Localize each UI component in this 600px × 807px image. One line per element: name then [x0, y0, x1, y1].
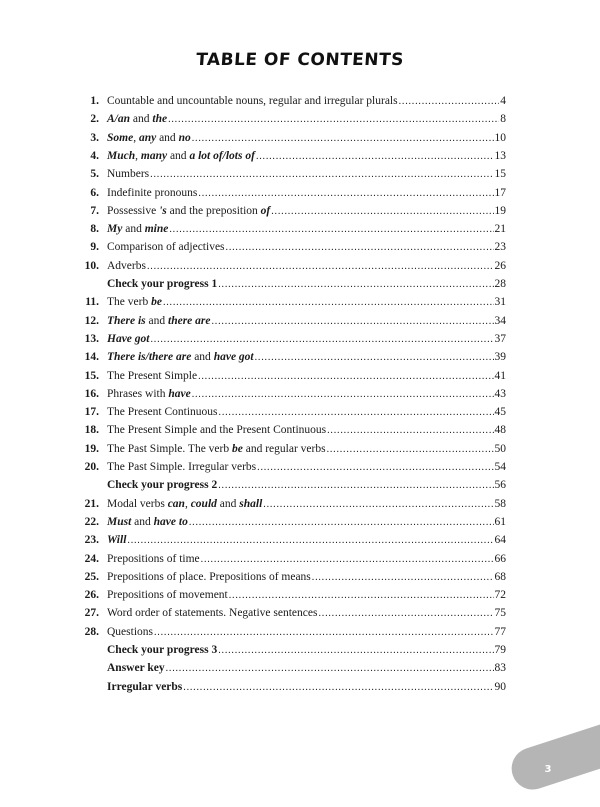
page-number: 3: [544, 764, 552, 775]
entry-page-number: 50: [494, 442, 506, 455]
entry-title: Prepositions of time: [107, 552, 200, 565]
entry-content: [107, 641, 506, 660]
entry-content: [107, 129, 506, 148]
entry-content: [107, 165, 506, 184]
entry-title: Adverbs: [107, 259, 146, 272]
toc-entry[interactable]: [0, 495, 600, 513]
entry-title: Modal verbs can, could and shall: [107, 497, 263, 510]
dot-leader: [147, 258, 494, 276]
entry-content: [107, 678, 506, 697]
entry-number: 15.: [84, 369, 99, 382]
entry-page-number: 43: [494, 387, 506, 400]
entry-page-number: 90: [494, 680, 506, 693]
entry-page-number: 83: [494, 662, 506, 675]
entry-number: 3.: [90, 131, 99, 144]
dot-leader: [183, 679, 493, 697]
toc-entry[interactable]: [0, 165, 600, 183]
entry-number: 6.: [90, 186, 99, 199]
entry-title: Questions: [107, 625, 153, 638]
toc-entry[interactable]: [0, 129, 600, 147]
entry-content: [107, 257, 506, 276]
toc-entry[interactable]: [0, 238, 600, 256]
entry-title: The Present Simple: [107, 369, 198, 382]
entry-number: 7.: [90, 204, 99, 217]
entry-page-number: 4: [500, 95, 506, 107]
dot-leader: [327, 441, 494, 459]
entry-content: [107, 330, 506, 349]
entry-number: 21.: [84, 497, 99, 510]
entry-title: The verb be: [107, 296, 162, 309]
toc-entry[interactable]: [0, 440, 600, 458]
entry-page-number: 8: [500, 113, 506, 126]
dot-leader: [312, 569, 494, 587]
entry-title: Will: [107, 534, 127, 547]
entry-page-number: 23: [494, 241, 506, 254]
toc-entry[interactable]: [0, 110, 600, 128]
toc-entry[interactable]: [0, 586, 600, 604]
entry-page-number: 15: [494, 168, 506, 181]
entry-content: [107, 220, 506, 239]
entry-content: [107, 312, 506, 331]
entry-number: 20.: [84, 461, 99, 473]
entry-title: Prepositions of movement: [107, 589, 228, 602]
entry-content: [107, 367, 506, 386]
entry-page-number: 58: [494, 497, 506, 510]
dot-leader: [212, 313, 494, 331]
dot-leader: [127, 532, 493, 550]
entry-title: The Present Simple and the Present Continuous: [107, 424, 327, 437]
entry-title: Possessive 's and the preposition of: [107, 204, 271, 217]
dot-leader: [218, 642, 493, 660]
entry-title: The Present Continuous: [107, 406, 218, 419]
dot-leader: [229, 587, 494, 605]
entry-content: [107, 623, 506, 642]
toc-entry[interactable]: [0, 550, 600, 568]
toc-entry[interactable]: [0, 476, 600, 494]
dot-leader: [318, 605, 493, 623]
dot-leader: [327, 422, 493, 440]
dot-leader: [201, 551, 494, 569]
dot-leader: [168, 111, 499, 129]
toc-entry[interactable]: [0, 678, 600, 696]
entry-content: [107, 348, 506, 367]
entry-content: [107, 513, 506, 532]
entry-number: 19.: [84, 442, 99, 455]
toc-entry[interactable]: [0, 421, 600, 439]
dot-leader: [163, 294, 494, 312]
entry-title: A/an and the: [107, 113, 168, 126]
toc-entry[interactable]: [0, 623, 600, 641]
toc-entry[interactable]: [0, 513, 600, 531]
toc-entry[interactable]: [0, 604, 600, 622]
dot-leader: [166, 660, 494, 678]
dot-leader: [198, 185, 493, 203]
entry-number: 5.: [90, 168, 99, 181]
entry-content: [107, 586, 506, 605]
dot-leader: [154, 624, 494, 642]
entry-title: Word order of statements. Negative sentences: [107, 607, 318, 620]
dot-leader: [263, 496, 493, 514]
entry-title: There is and there are: [107, 314, 211, 327]
entry-content: [107, 293, 506, 312]
toc-entry[interactable]: [0, 257, 600, 275]
dot-leader: [150, 166, 493, 184]
entry-content: [107, 202, 506, 221]
toc-entry[interactable]: [0, 220, 600, 238]
entry-title: Prepositions of place. Prepositions of means: [107, 570, 311, 583]
entry-title: There is/there are and have got: [107, 351, 254, 364]
entry-number: 24.: [84, 552, 99, 565]
toc-entry[interactable]: [0, 202, 600, 220]
entry-title: Much, many and a lot of/lots of: [107, 149, 255, 162]
entry-content: [107, 110, 506, 129]
dot-leader: [399, 93, 500, 111]
dot-leader: [192, 386, 494, 404]
entry-number: 18.: [84, 424, 99, 437]
entry-content: [107, 550, 506, 569]
toc-entry[interactable]: [0, 367, 600, 385]
entry-content: [107, 421, 506, 440]
entry-page-number: 28: [494, 278, 506, 290]
dot-leader: [198, 368, 493, 386]
page-tab: [506, 721, 600, 795]
entry-page-number: 34: [494, 314, 506, 327]
entry-number: 10.: [84, 259, 99, 272]
entry-number: 12.: [84, 314, 99, 327]
entry-number: 8.: [90, 223, 99, 236]
entry-number: 14.: [84, 351, 99, 364]
entry-content: [107, 147, 506, 166]
entry-number: 11.: [85, 296, 99, 309]
toc-entry[interactable]: [0, 184, 600, 202]
entry-number: 16.: [84, 387, 99, 400]
entry-page-number: 72: [494, 589, 506, 602]
toc-entry[interactable]: [0, 659, 600, 677]
entry-content: [107, 385, 506, 404]
entry-content: [107, 458, 506, 477]
entry-title: Check your progress 3: [107, 644, 218, 656]
entry-number: 13.: [84, 332, 99, 345]
dot-leader: [226, 239, 494, 257]
dot-leader: [257, 459, 493, 477]
toc-entry[interactable]: [0, 641, 600, 659]
entry-page-number: 31: [494, 296, 506, 309]
entry-page-number: 79: [494, 644, 506, 656]
entry-number: 22.: [84, 515, 99, 528]
entry-page-number: 41: [494, 369, 506, 382]
entry-page-number: 54: [494, 461, 506, 473]
toc-entry[interactable]: [0, 458, 600, 476]
toc-entry[interactable]: [0, 568, 600, 586]
entry-page-number: 39: [494, 351, 506, 364]
dot-leader: [271, 203, 493, 221]
entry-number: 17.: [84, 406, 99, 419]
entry-number: 26.: [84, 589, 99, 602]
toc-entry[interactable]: [0, 293, 600, 311]
entry-page-number: 26: [494, 259, 506, 272]
entry-page-number: 64: [494, 534, 506, 547]
entry-number: 4.: [90, 149, 99, 162]
entry-title: Check your progress 1: [107, 278, 218, 290]
entry-number: 27.: [84, 607, 99, 620]
entry-content: [107, 659, 506, 678]
entry-page-number: 45: [494, 406, 506, 419]
toc-entry[interactable]: [0, 330, 600, 348]
toc-entry[interactable]: [0, 403, 600, 421]
entry-content: [107, 275, 506, 294]
entry-page-number: 61: [494, 515, 506, 528]
dot-leader: [219, 404, 494, 422]
entry-page-number: 68: [494, 570, 506, 583]
entry-title: Indefinite pronouns: [107, 186, 198, 199]
entry-number: 1.: [90, 95, 99, 107]
entry-title: Some, any and no: [107, 131, 191, 144]
entry-page-number: 75: [494, 607, 506, 620]
dot-leader: [256, 148, 494, 166]
entry-title: Answer key: [107, 662, 165, 675]
entry-page-number: 19: [494, 204, 506, 217]
entry-page-number: 66: [494, 552, 506, 565]
entry-title: Have got: [107, 332, 150, 345]
entry-number: 25.: [84, 570, 99, 583]
toc-entry[interactable]: [0, 348, 600, 366]
dot-leader: [255, 349, 494, 367]
entry-title: My and mine: [107, 223, 169, 236]
entry-content: [107, 476, 506, 495]
entry-content: [107, 238, 506, 257]
entry-title: Check your progress 2: [107, 479, 218, 492]
entry-title: Numbers: [107, 168, 150, 181]
entry-page-number: 17: [494, 186, 506, 199]
entry-content: [107, 568, 506, 587]
entry-number: 9.: [90, 241, 99, 254]
entry-number: 2.: [90, 113, 99, 126]
toc-entry[interactable]: [0, 531, 600, 549]
entry-content: [107, 92, 506, 111]
entry-content: [107, 531, 506, 550]
toc-entry[interactable]: [0, 385, 600, 403]
entry-title: The Past Simple. Irregular verbs: [107, 461, 257, 473]
entry-page-number: 10: [494, 131, 506, 144]
entry-page-number: 13: [494, 149, 506, 162]
entry-title: The Past Simple. The verb be and regular verbs: [107, 442, 326, 455]
entry-content: [107, 440, 506, 459]
entry-title: Must and have to: [107, 515, 188, 528]
dot-leader: [169, 221, 493, 239]
entry-page-number: 77: [494, 625, 506, 638]
entry-title: Countable and uncountable nouns, regular and irregular plurals: [107, 95, 398, 107]
entry-page-number: 48: [494, 424, 506, 437]
entry-number: 23.: [84, 534, 99, 547]
entry-content: [107, 403, 506, 422]
dot-leader: [218, 276, 493, 294]
page-title: TABLE OF CONTENTS: [195, 50, 405, 70]
entry-content: [107, 184, 506, 203]
entry-page-number: 21: [494, 223, 506, 236]
toc-entry[interactable]: [0, 147, 600, 165]
toc-entry[interactable]: [0, 92, 600, 110]
entry-page-number: 56: [494, 479, 506, 492]
entry-number: 28.: [84, 625, 99, 638]
dot-leader: [150, 331, 493, 349]
toc-entry[interactable]: [0, 312, 600, 330]
dot-leader: [189, 514, 494, 532]
toc-entry[interactable]: [0, 275, 600, 293]
entry-title: Phrases with have: [107, 387, 191, 400]
dot-leader: [218, 477, 493, 495]
entry-title: Comparison of adjectives: [107, 241, 225, 254]
entry-content: [107, 604, 506, 623]
entry-page-number: 37: [494, 332, 506, 345]
entry-content: [107, 495, 506, 514]
dot-leader: [192, 130, 494, 148]
entry-title: Irregular verbs: [107, 680, 183, 693]
